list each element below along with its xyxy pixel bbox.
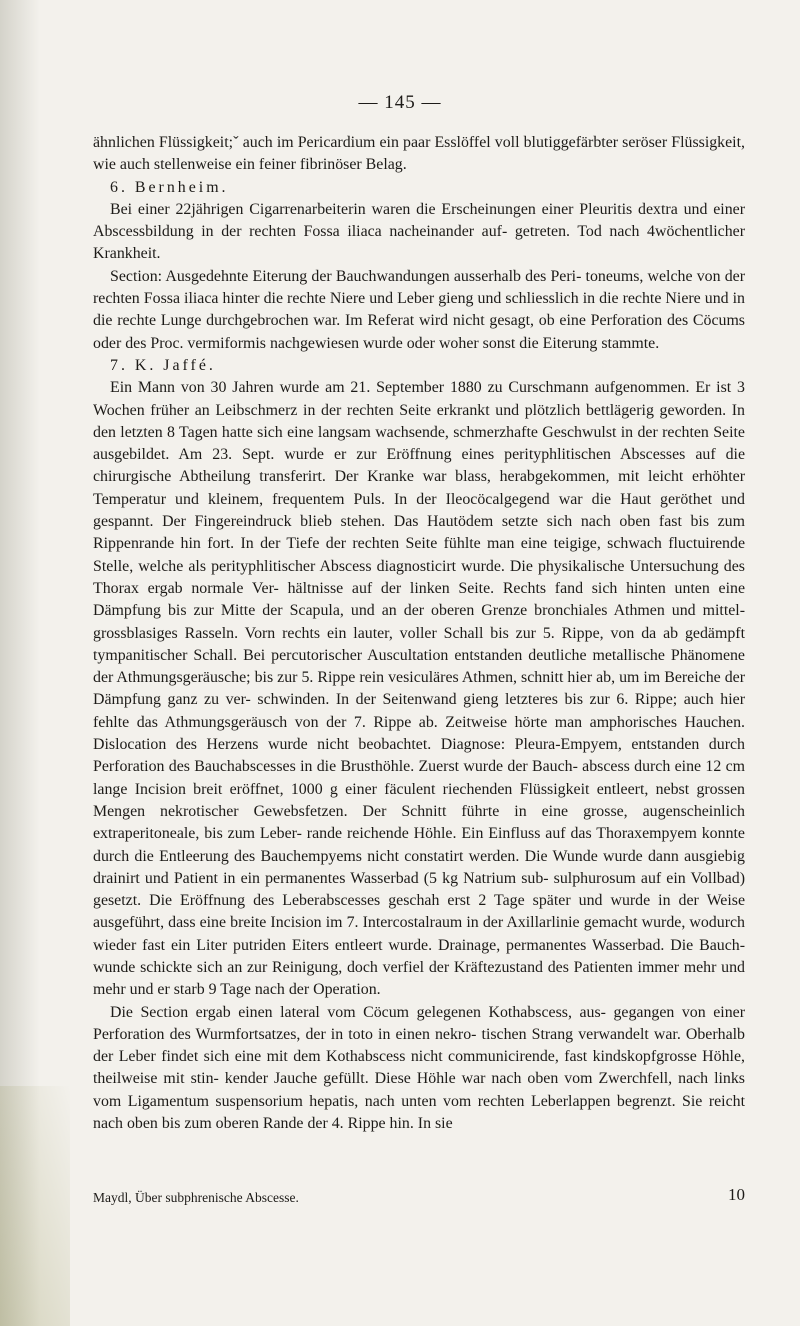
paragraph: Die Section ergab einen lateral vom Cöcum gelegenen Kothabscess, aus- gegangen von einer Perforation des Wurmfortsatzes, der in toto in einen nekro- tischen Strang verwandelt war. Oberhalb der Leber findet sich eine mit dem Kothabscess nicht communicirende, fast kindskopfgrosse Höhle, theilweise mit stin- kender Jauche gefüllt. Diese Höhle war nach oben vom Zwerchfell, nach links vom Ligamentum suspensorium hepatis, nach unten vom rechten Leberlappen begrenzt. Sie reicht nach oben bis zum oberen Rande der 4. Rippe hin. In sie [93, 1003, 745, 1133]
page-footer [93, 1185, 745, 1207]
case-heading-jaffe: 7. K. Jaffé. [110, 356, 216, 374]
paragraph: Section: Ausgedehnte Eiterung der Bauchwandungen ausserhalb des Peri- toneums, welche von der rechten Fossa iliaca hinter die rechte Niere und Leber gieng und schliesslich in die rechte Niere und in die rechte Lunge durchgebrochen war. Im Referat wird nicht gesagt, ob eine Perforation des Cöcums oder des Proc. vermiformis nachgewiesen wurde oder woher sonst die Eiterung stammte. [93, 267, 745, 352]
body-text [93, 132, 745, 1135]
case-heading-bernheim: 6. Bernheim. [110, 178, 229, 196]
paragraph: ähnlichen Flüssigkeit;ˇ auch im Pericardium ein paar Esslöffel voll blutiggefärbter seröser Flüssigkeit, wie auch stellenweise ein feiner fibrinöser Belag. [93, 134, 745, 174]
page-number: — 145 — [358, 92, 442, 113]
page-stain [0, 1086, 70, 1326]
paragraph: Ein Mann von 30 Jahren wurde am 21. September 1880 zu Curschmann aufgenommen. Er ist 3 Wochen früher an Leibschmerz in der rechten Seite erkrankt und plötzlich bettlägerig geworden. In den letzten 8 Tagen hatte sich eine langsam wachsende, schmerzhafte Geschwulst in der rechten Seite ausgebildet. Am 23. Sept. wurde er zur Eröffnung eines perityphlitischen Abscesses auf die chirurgische Abtheilung transferirt. Der Kranke war blass, herabgekommen, mit leicht erhöhter Temperatur und kleinem, frequentem Puls. In der Ileocöcalgegend war die Haut geröthet und gespannt. Der Fingereindruck blieb stehen. Das Hautödem setzte sich nach oben fast bis zum Rippenrande hin fort. In der Tiefe der rechten Seite fühlte man eine teigige, schwach fluctuirende Stelle, welche als perityphlitischer Abscess diagnosticirt wurde. Die physikalische Untersuchung des Thorax ergab normale Ver- hältnisse auf der linken Seite. Rechts fand sich hinten unten eine Dämpfung bis zur Mitte der Scapula, und an der oberen Grenze bronchiales Athmen und mittel- grossblasiges Rasseln. Vorn rechts ein lauter, voller Schall bis zur 5. Rippe, von da ab gedämpft tympanitischer Schall. Bei percutorischer Auscultation entstanden deutliche metallische Phänomene der Athmungsgeräusche; bis zur 5. Rippe rein vesiculäres Athmen, schnitt hier ab, um im Bereiche der Dämpfung ganz zu ver- schwinden. In der Seitenwand gieng letzteres bis zur 6. Rippe; auch hier fehlte das Athmungsgeräusch von der 7. Rippe ab. Zeitweise hörte man amphorisches Hauchen. Dislocation des Herzens wurde nicht beobachtet. Diagnose: Pleura-Empyem, entstanden durch Perforation des Bauchabscesses in die Brusthöhle. Zuerst wurde der Bauch- abscess durch eine 12 cm lange Incision breit eröffnet, 1000 g einer fäculent riechenden Flüssigkeit entleert, nebst grossen Mengen nekrotischer Gewebsfetzen. Der Schnitt führte in eine grosse, augenscheinlich extraperitoneale, bis zum Leber- rande reichende Höhle. Ein Einfluss auf das Thoraxempyem konnte durch die Entleerung des Bauchempyems nicht constatirt werden. Die Wunde wurde dann ausgiebig drainirt und Patient in ein permanentes Wasserbad (5 kg Natrium sub- sulphurosum auf ein Vollbad) gesetzt. Die Eröffnung des Leberabscesses geschah erst 2 Tage später und wurde in der Weise ausgeführt, dass eine breite Incision im 7. Intercostalraum in der Axillarlinie gemacht wurde, wodurch wieder fast ein Liter putriden Eiters entleert wurde. Drainage, permanentes Wasserbad. Die Bauch- wunde schickte sich an zur Reinigung, doch verfiel der Kräftezustand des Patienten immer mehr und mehr und er starb 9 Tage nach der Operation. [93, 379, 745, 999]
running-title: Maydl, Über subphrenische Abscesse. [93, 1190, 299, 1205]
signature-mark: 10 [728, 1185, 745, 1204]
paragraph: Bei einer 22jährigen Cigarrenarbeiterin waren die Erscheinungen einer Pleuritis dextra und einer Abscessbildung in der rechten Fossa iliaca nacheinander auf- getreten. Tod nach 4wöchentlicher Krankheit. [93, 200, 745, 263]
